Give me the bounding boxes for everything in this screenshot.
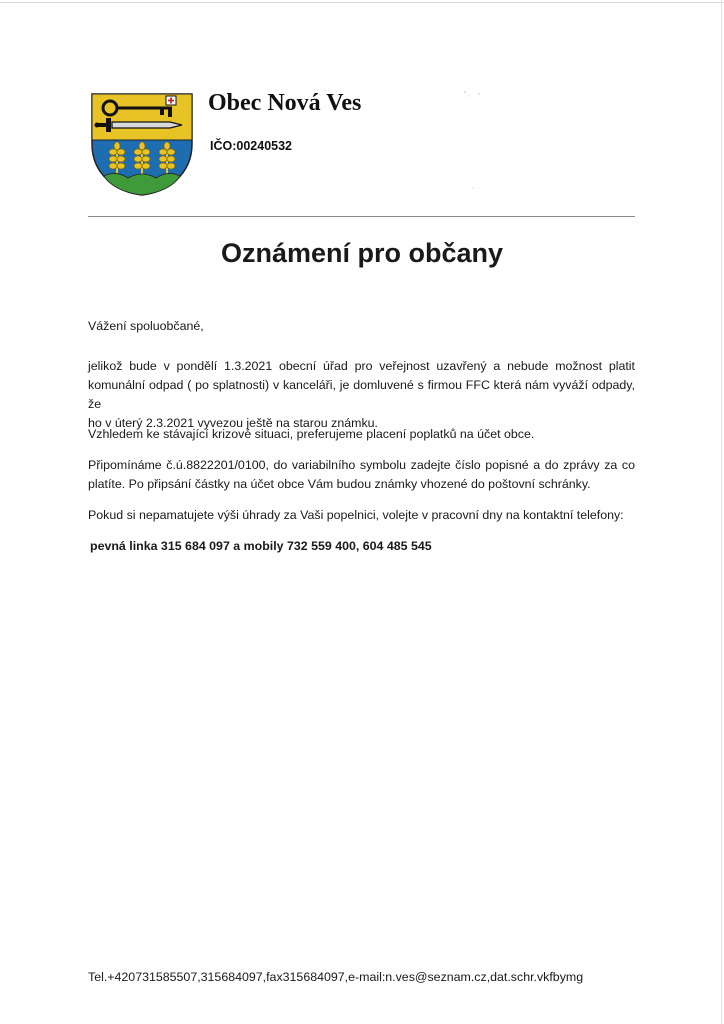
paragraph-line: jelikož bude v pondělí 1.3.2021 obecní úřad pro veřejnost uzavřený a nebude možnost platit [88, 359, 635, 373]
phone-numbers: pevná linka 315 684 097 a mobily 732 559 400, 604 485 545 [90, 539, 432, 553]
footer-contact: Tel.+420731585507,315684097,fax315684097,e-mail:n.ves@seznam.cz,dat.schr.vkfbymg [88, 970, 584, 984]
company-id: IČO:00240532 [210, 139, 293, 153]
scan-specks [455, 88, 495, 208]
paragraph-line: platíte. Po připsání částky na účet obce Vám budou známky vhozené do poštovní schránky. [88, 477, 591, 491]
paragraph-line: Připomínáme č.ú.8822201/0100, do variabilního symbolu zadejte číslo popisné a do zprávy za co [88, 458, 635, 472]
notice-title: Oznámení pro občany [220, 238, 504, 268]
scan-edge [721, 0, 722, 1024]
municipality-name: Obec Nová Ves [208, 90, 362, 116]
paragraph-payment-preference [88, 425, 635, 444]
paragraph-line: komunální odpad ( po splatnosti) v kanceláři, je domluvené s firmou FFC která nám vyváží odpady, že [88, 378, 635, 411]
paragraph-closure-notice [88, 357, 635, 433]
paragraph-line: Pokud si nepamatujete výši úhrady za Vaši popelnici, volejte v pracovní dny na kontaktní telefony: [88, 508, 624, 522]
scan-edge [0, 2, 724, 3]
coat-of-arms-icon [90, 92, 194, 196]
header-divider [88, 216, 635, 217]
paragraph-contact-request [88, 506, 635, 525]
paragraph-bank-account [88, 456, 635, 494]
paragraph-line: ho v úterý 2.3.2021 vyvezou ještě na starou známku. [88, 416, 378, 430]
greeting: Vážení spoluobčané, [88, 319, 204, 333]
paragraph-line: Vzhledem ke stávající krizové situaci, preferujeme placení poplatků na účet obce. [88, 427, 535, 441]
